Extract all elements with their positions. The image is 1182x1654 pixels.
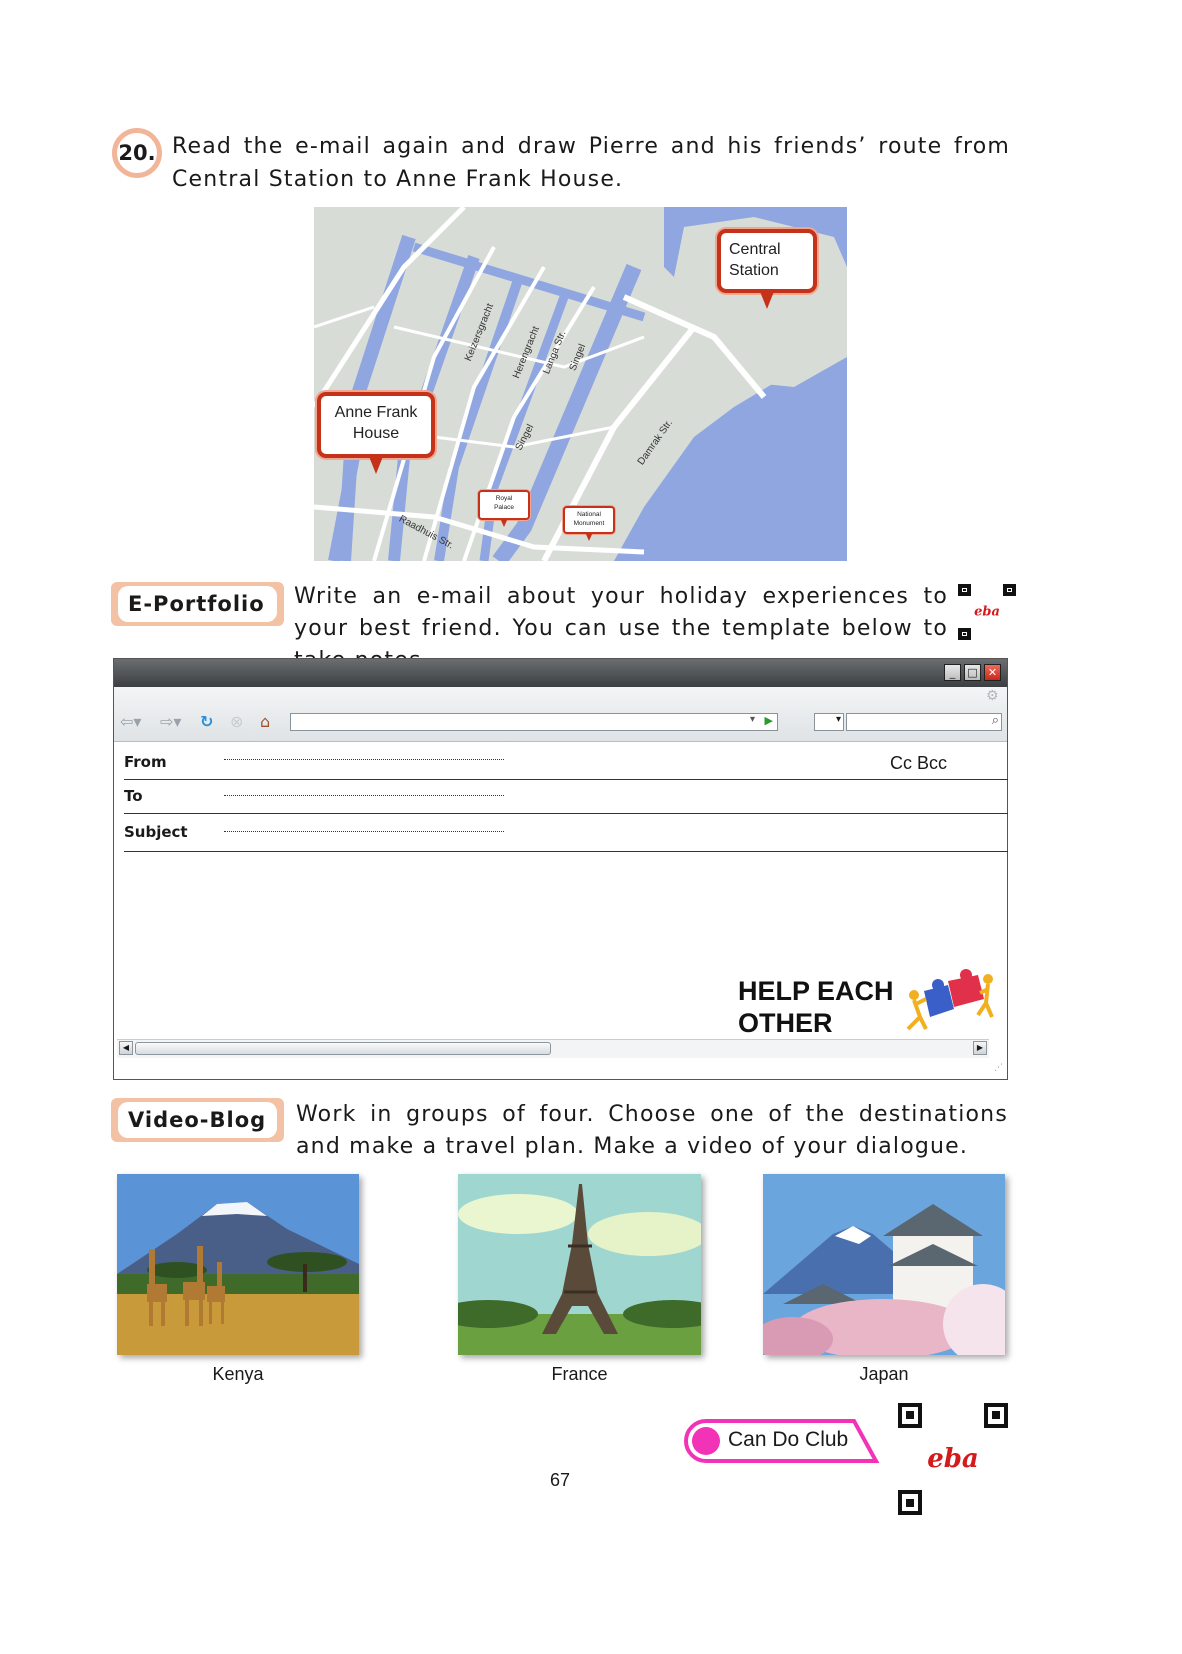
- destination-caption: Kenya: [212, 1364, 264, 1384]
- video-blog-instruction: Work in groups of four. Choose one of the destinations and make a travel plan. Make a video of your dialogue.: [296, 1102, 1008, 1159]
- e-portfolio-label: E-Portfolio: [118, 586, 277, 622]
- cc-bcc-label[interactable]: Cc Bcc: [890, 753, 948, 773]
- can-do-club-badge[interactable]: [684, 1418, 880, 1464]
- street-label: Singel: [567, 342, 589, 373]
- refresh-icon[interactable]: ↻: [200, 712, 214, 731]
- e-portfolio-instruction: Write an e-mail about your holiday experiences to your best friend. You can use the template below to: [294, 584, 948, 641]
- pin-central-station: [717, 229, 817, 293]
- street-label: Keizersgracht: [463, 302, 497, 363]
- japan-photo: [763, 1174, 1005, 1355]
- help-line-2: OTHER: [738, 1008, 833, 1038]
- street-label: Raadhuis Str.: [396, 513, 456, 552]
- email-template-window: [113, 658, 1008, 1080]
- qr-logo: eba: [974, 604, 1000, 620]
- amsterdam-map: [314, 207, 847, 561]
- kenya-photo: [117, 1174, 359, 1355]
- to-label: To: [124, 787, 143, 805]
- pin-label: National Monument: [573, 511, 605, 527]
- from-label: From: [124, 753, 167, 771]
- pin-national-monument: [563, 506, 615, 534]
- browser-toolbar: [114, 687, 1007, 742]
- street-label: Damrak Str.: [635, 417, 676, 468]
- qr-logo: eba: [927, 1444, 979, 1474]
- scrollbar-thumb[interactable]: [135, 1042, 551, 1055]
- puzzle-people-icon: [900, 969, 998, 1033]
- from-field[interactable]: [224, 759, 504, 760]
- can-do-club-label: Can Do Club: [728, 1428, 849, 1451]
- kenya-image: [117, 1174, 359, 1355]
- to-field[interactable]: [224, 795, 504, 796]
- destination-caption: France: [551, 1364, 608, 1384]
- video-blog-tag: [111, 1098, 284, 1142]
- street-label: Singel: [513, 422, 537, 453]
- window-titlebar: [114, 659, 1007, 687]
- close-icon[interactable]: ✕: [984, 664, 1001, 681]
- maximize-icon[interactable]: □: [964, 664, 981, 681]
- search-engine-dropdown[interactable]: ▾: [814, 713, 844, 731]
- pin-anne-frank-house: [317, 392, 435, 458]
- pin-label: Central Station: [729, 241, 781, 279]
- qr-code-icon[interactable]: [958, 584, 1016, 640]
- pin-label: Anne Frank House: [334, 404, 418, 442]
- street-label: Langa Str.: [541, 329, 569, 376]
- address-bar[interactable]: [290, 713, 778, 731]
- france-image: [458, 1174, 701, 1355]
- page-number: 67: [549, 1470, 571, 1490]
- scroll-right-icon[interactable]: ▶: [973, 1041, 987, 1055]
- destination-caption: Japan: [859, 1364, 909, 1384]
- exercise-instruction: Read the e-mail again and draw Pierre and his friends’ route from Central Station to Anne Frank House.: [172, 134, 1010, 192]
- subject-label: Subject: [124, 823, 188, 841]
- qr-code-icon[interactable]: [898, 1403, 1008, 1515]
- stop-icon[interactable]: ⊗: [230, 712, 244, 731]
- subject-field[interactable]: [224, 831, 504, 832]
- resize-grip-icon[interactable]: ⋰: [994, 1063, 1003, 1073]
- to-row: [124, 781, 1008, 814]
- canal-cross-top: [414, 247, 644, 317]
- forward-arrow-icon[interactable]: ⇨▾: [160, 712, 182, 731]
- video-blog-label: Video-Blog: [118, 1102, 277, 1138]
- home-icon[interactable]: ⌂: [260, 712, 271, 731]
- pin-royal-palace: [478, 490, 530, 520]
- search-input[interactable]: [846, 713, 1002, 731]
- france-photo: [458, 1174, 701, 1355]
- gear-icon[interactable]: ⚙: [986, 688, 999, 704]
- search-icon[interactable]: ⌕: [991, 713, 999, 728]
- pin-label: Royal Palace: [494, 495, 514, 511]
- e-portfolio-tag: [111, 582, 284, 626]
- subject-row: [124, 815, 1008, 852]
- back-arrow-icon[interactable]: ⇦▾: [120, 712, 142, 731]
- horizontal-scrollbar[interactable]: [117, 1039, 989, 1058]
- japan-image: [763, 1174, 1005, 1355]
- chevron-down-icon[interactable]: ▾: [749, 714, 755, 725]
- help-line-1: HELP EACH: [738, 976, 894, 1006]
- minimize-icon[interactable]: _: [944, 664, 961, 681]
- street-label: Herengracht: [511, 324, 542, 381]
- scroll-left-icon[interactable]: ◀: [119, 1041, 133, 1055]
- go-icon[interactable]: ▶: [764, 714, 773, 727]
- exercise-number: 20.: [112, 128, 162, 178]
- from-row: [124, 751, 1008, 780]
- help-each-other-label: [738, 975, 894, 1039]
